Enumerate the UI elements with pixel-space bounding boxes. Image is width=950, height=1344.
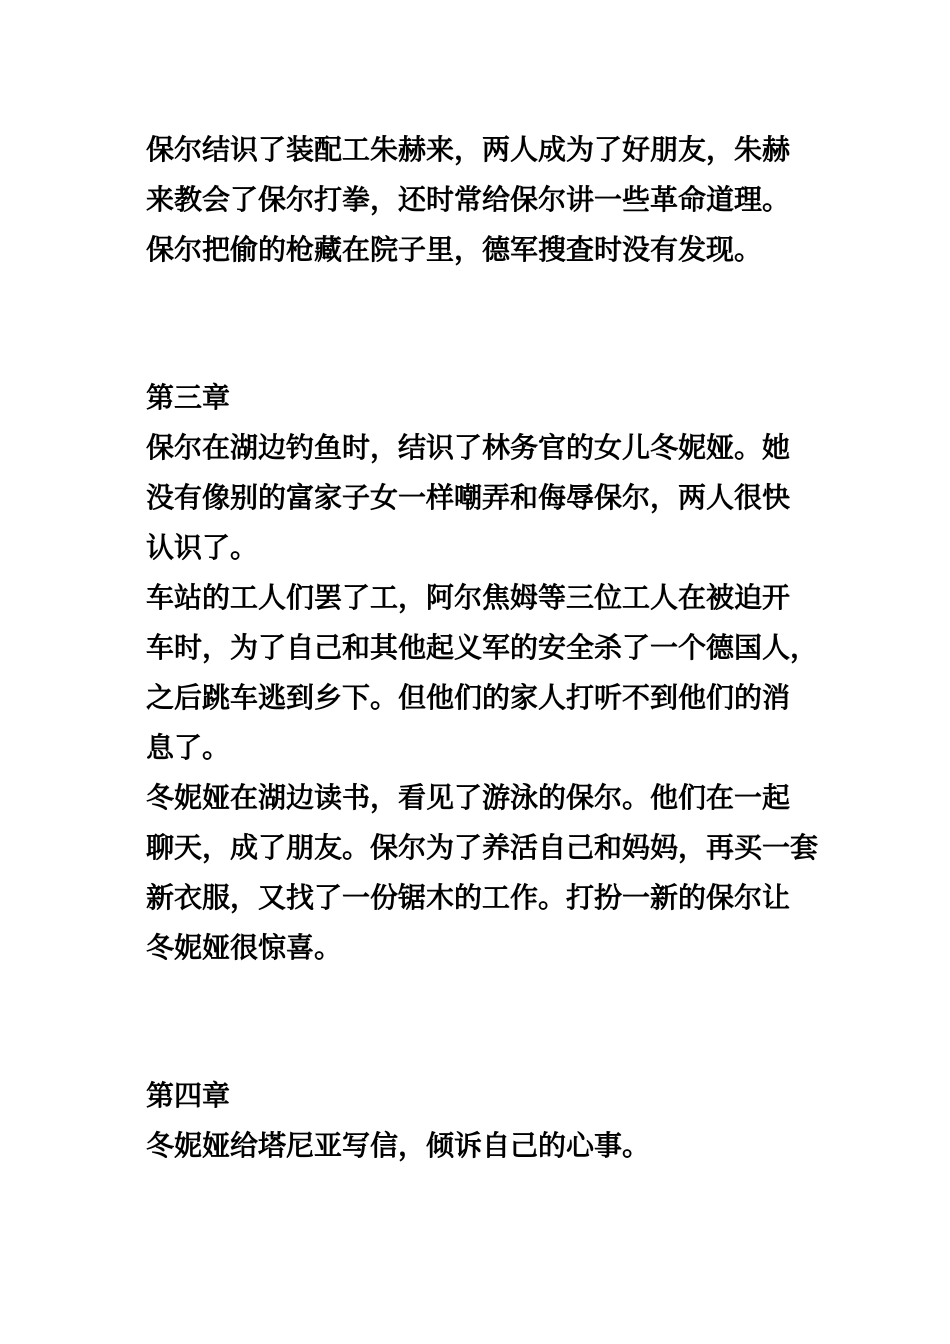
chapter-three-section bbox=[146, 373, 836, 973]
text-line: 认识了。 bbox=[146, 531, 259, 564]
text-line: 来教会了保尔打拳，还时常给保尔讲一些革命道理。 bbox=[146, 183, 791, 216]
text-line: 之后跳车逃到乡下。但他们的家人打听不到他们的消 bbox=[146, 681, 791, 714]
text-line: 保尔结识了装配工朱赫来，两人成为了好朋友，朱赫 bbox=[146, 133, 791, 166]
text-line: 冬妮娅在湖边读书，看见了游泳的保尔。他们在一起 bbox=[146, 781, 791, 814]
text-line: 聊天，成了朋友。保尔为了养活自己和妈妈，再买一套 bbox=[146, 831, 819, 864]
text-line: 车站的工人们罢了工，阿尔焦姆等三位工人在被迫开 bbox=[146, 581, 791, 614]
chapter-four-section bbox=[146, 1071, 836, 1171]
text-line: 冬妮娅很惊喜。 bbox=[146, 931, 343, 964]
chapter-heading: 第三章 bbox=[146, 381, 231, 414]
text-line: 冬妮娅给塔尼亚写信，倾诉自己的心事。 bbox=[146, 1129, 651, 1162]
text-line: 车时，为了自己和其他起义军的安全杀了一个德国人， bbox=[146, 631, 819, 664]
text-line: 息了。 bbox=[146, 731, 231, 764]
text-line: 保尔在湖边钓鱼时，结识了林务官的女儿冬妮娅。她 bbox=[146, 431, 791, 464]
paragraph-block-intro bbox=[146, 125, 836, 275]
text-line: 没有像别的富家子女一样嘲弄和侮辱保尔，两人很快 bbox=[146, 481, 791, 514]
text-line: 新衣服，又找了一份锯木的工作。打扮一新的保尔让 bbox=[146, 881, 791, 914]
text-line: 保尔把偷的枪藏在院子里，德军搜查时没有发现。 bbox=[146, 233, 763, 266]
chapter-heading: 第四章 bbox=[146, 1079, 231, 1112]
